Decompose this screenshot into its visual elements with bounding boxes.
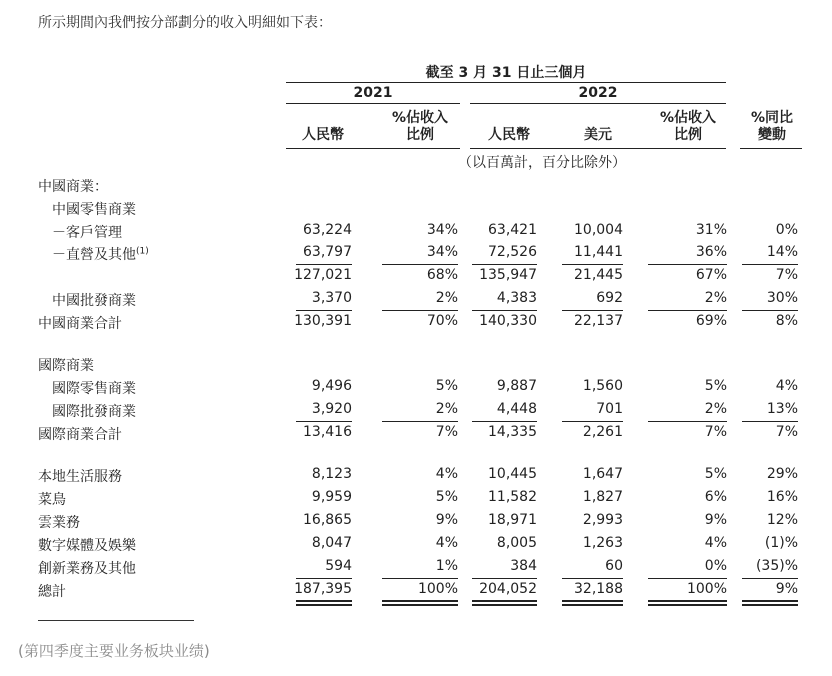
- cell-pct-2021: 100%: [417, 581, 458, 597]
- cell-rmb-2022: 384: [510, 558, 537, 574]
- row-label: 數字媒體及娛樂: [38, 538, 136, 554]
- row-label: 國際商業合計: [38, 427, 122, 443]
- cell-rmb-2021: 8,047: [311, 535, 352, 551]
- total-rule-a: [296, 310, 352, 311]
- col-yoy-header: [742, 110, 802, 144]
- grand-total-rule-a: [296, 578, 352, 579]
- cell-rmb-2022: 4,448: [496, 401, 537, 417]
- cell-rmb-2022: 18,971: [488, 512, 537, 528]
- row-label: 菜鳥: [38, 492, 66, 508]
- double-rule-a-1: [296, 600, 352, 602]
- col-pct-2022-line1: %佔收入: [659, 110, 717, 126]
- col-yoy-line1: %同比: [750, 110, 794, 126]
- section-intl-commerce: 國際商業: [38, 358, 94, 374]
- col-pct-2022-line2: 比例: [674, 127, 702, 143]
- unit-note: （以百萬計，百分比除外）: [458, 155, 626, 171]
- section-china-retail: 中國零售商業: [52, 202, 136, 218]
- cell-yoy: 7%: [775, 424, 798, 440]
- col-yoy-line2: 變動: [758, 127, 786, 143]
- cell-pct-2021: 34%: [426, 222, 458, 238]
- total-rule-e: [648, 310, 727, 311]
- cell-pct-2022: 36%: [695, 244, 727, 260]
- cell-yoy: 30%: [766, 290, 798, 306]
- cell-yoy: (1)%: [764, 535, 798, 551]
- cell-rmb-2021: 594: [325, 558, 352, 574]
- cell-pct-2022: 2%: [704, 401, 727, 417]
- header-rule-2021: [286, 148, 460, 149]
- cell-yoy: 4%: [775, 378, 798, 394]
- col-usd-2022-header: 美元: [584, 127, 612, 143]
- cell-yoy: 7%: [775, 267, 798, 283]
- cell-pct-2022: 67%: [695, 267, 727, 283]
- double-rule-f-2: [742, 604, 798, 606]
- cell-pct-2021: 70%: [426, 313, 458, 329]
- row-label: 創新業務及其他: [38, 561, 136, 577]
- total-rule-f: [742, 310, 798, 311]
- cell-usd-2022: 21,445: [574, 267, 623, 283]
- cell-usd-2022: 11,441: [574, 244, 623, 260]
- row-label: 中國商業合計: [38, 316, 122, 332]
- cell-yoy: 14%: [766, 244, 798, 260]
- cell-pct-2022: 7%: [704, 424, 727, 440]
- row-label: 雲業務: [38, 515, 80, 531]
- cell-rmb-2022: 72,526: [488, 244, 537, 260]
- subtotal-rule-e: [648, 264, 727, 265]
- row-label: 國際批發商業: [52, 404, 136, 420]
- cell-yoy: 16%: [766, 489, 798, 505]
- cell-rmb-2021: 3,370: [311, 290, 352, 306]
- cell-rmb-2022: 10,445: [488, 466, 537, 482]
- section-china-commerce: 中國商業：: [38, 179, 108, 195]
- cell-usd-2022: 32,188: [574, 581, 623, 597]
- subtotal-rule-f: [742, 264, 798, 265]
- intl-total-rule-e: [648, 421, 727, 422]
- grand-total-rule-e: [648, 578, 727, 579]
- cell-pct-2022: 100%: [686, 581, 727, 597]
- year-2021-header: 2021: [353, 85, 393, 101]
- cell-usd-2022: 10,004: [574, 222, 623, 238]
- col-pct-2021-line2: 比例: [406, 127, 434, 143]
- double-rule-f-1: [742, 600, 798, 602]
- image-caption: (第四季度主要业务板块业绩): [18, 642, 210, 660]
- row-label: 總計: [38, 584, 66, 600]
- subtotal-rule-c: [472, 264, 537, 265]
- subtotal-rule-a: [296, 264, 352, 265]
- row-label: 本地生活服務: [38, 469, 122, 485]
- double-rule-e-1: [648, 600, 727, 602]
- double-rule-d-1: [562, 600, 623, 602]
- cell-yoy: 12%: [766, 512, 798, 528]
- cell-rmb-2022: 135,947: [479, 267, 537, 283]
- col-pct-2021-line1: %佔收入: [391, 110, 449, 126]
- cell-usd-2022: 1,647: [582, 466, 623, 482]
- cell-pct-2022: 2%: [704, 290, 727, 306]
- total-rule-d: [562, 310, 623, 311]
- cell-rmb-2021: 9,496: [311, 378, 352, 394]
- col-pct-2022-header: [648, 110, 728, 144]
- cell-rmb-2022: 9,887: [496, 378, 537, 394]
- cell-pct-2022: 31%: [695, 222, 727, 238]
- footnote-separator: [38, 620, 194, 621]
- grand-total-rule-b: [382, 578, 458, 579]
- cell-yoy: 9%: [775, 581, 798, 597]
- grand-total-rule-c: [472, 578, 537, 579]
- cell-rmb-2021: 187,395: [294, 581, 352, 597]
- cell-rmb-2022: 204,052: [479, 581, 537, 597]
- cell-yoy: 29%: [766, 466, 798, 482]
- cell-pct-2021: 7%: [435, 424, 458, 440]
- cell-rmb-2021: 9,959: [311, 489, 352, 505]
- cell-rmb-2022: 63,421: [488, 222, 537, 238]
- cell-rmb-2021: 13,416: [303, 424, 352, 440]
- row-label: [52, 244, 149, 264]
- cell-pct-2022: 9%: [704, 512, 727, 528]
- cell-pct-2022: 4%: [704, 535, 727, 551]
- cell-pct-2021: 68%: [426, 267, 458, 283]
- cell-usd-2022: 701: [596, 401, 623, 417]
- cell-rmb-2021: 127,021: [294, 267, 352, 283]
- cell-rmb-2021: 3,920: [311, 401, 352, 417]
- row-label-text: －直營及其他: [52, 247, 136, 263]
- period-header: 截至 3 月 31 日止三個月: [425, 65, 587, 81]
- cell-rmb-2022: 8,005: [496, 535, 537, 551]
- cell-usd-2022: 2,993: [582, 512, 623, 528]
- cell-pct-2022: 0%: [704, 558, 727, 574]
- double-rule-c-1: [472, 600, 537, 602]
- cell-usd-2022: 692: [596, 290, 623, 306]
- cell-pct-2021: 5%: [435, 378, 458, 394]
- cell-pct-2022: 6%: [704, 489, 727, 505]
- intl-total-rule-b: [382, 421, 458, 422]
- cell-pct-2021: 4%: [435, 535, 458, 551]
- col-rmb-2021-header: 人民幣: [302, 127, 344, 143]
- col-rmb-2022-header: 人民幣: [488, 127, 530, 143]
- cell-usd-2022: 1,827: [582, 489, 623, 505]
- row-label: －客戶管理: [52, 225, 122, 241]
- intl-total-rule-f: [742, 421, 798, 422]
- double-rule-b-2: [382, 604, 458, 606]
- total-rule-c: [472, 310, 537, 311]
- cell-rmb-2022: 4,383: [496, 290, 537, 306]
- cell-rmb-2022: 140,330: [479, 313, 537, 329]
- cell-usd-2022: 2,261: [582, 424, 623, 440]
- cell-yoy: 13%: [766, 401, 798, 417]
- cell-pct-2021: 34%: [426, 244, 458, 260]
- cell-pct-2021: 1%: [435, 558, 458, 574]
- intro-text: 所示期間內我們按分部劃分的收入明細如下表：: [38, 15, 332, 31]
- subtotal-rule-d: [562, 264, 623, 265]
- cell-usd-2022: 22,137: [574, 313, 623, 329]
- cell-rmb-2021: 16,865: [303, 512, 352, 528]
- cell-yoy: (35)%: [755, 558, 798, 574]
- cell-yoy: 8%: [775, 313, 798, 329]
- cell-rmb-2021: 8,123: [311, 466, 352, 482]
- cell-rmb-2022: 11,582: [488, 489, 537, 505]
- cell-rmb-2022: 14,335: [488, 424, 537, 440]
- double-rule-a-2: [296, 604, 352, 606]
- double-rule-b-1: [382, 600, 458, 602]
- cell-pct-2021: 9%: [435, 512, 458, 528]
- header-rule-yoy: [740, 148, 802, 149]
- footnote-marker: (1): [136, 246, 149, 257]
- cell-yoy: 0%: [775, 222, 798, 238]
- cell-rmb-2021: 63,797: [303, 244, 352, 260]
- subtotal-rule-b: [382, 264, 458, 265]
- intl-total-rule-a: [296, 421, 352, 422]
- intl-total-rule-d: [562, 421, 623, 422]
- cell-usd-2022: 1,263: [582, 535, 623, 551]
- cell-pct-2021: 2%: [435, 290, 458, 306]
- cell-pct-2022: 5%: [704, 466, 727, 482]
- row-label: 中國批發商業: [52, 293, 136, 309]
- grand-total-rule-f: [742, 578, 798, 579]
- grand-total-rule-d: [562, 578, 623, 579]
- cell-rmb-2021: 63,224: [303, 222, 352, 238]
- col-pct-2021-header: [380, 110, 460, 144]
- cell-pct-2021: 5%: [435, 489, 458, 505]
- cell-rmb-2021: 130,391: [294, 313, 352, 329]
- cell-pct-2021: 4%: [435, 466, 458, 482]
- year-2022-header: 2022: [578, 85, 618, 101]
- year-2022-underline: [470, 103, 726, 104]
- cell-pct-2021: 2%: [435, 401, 458, 417]
- double-rule-e-2: [648, 604, 727, 606]
- period-underline: [286, 82, 726, 83]
- cell-pct-2022: 5%: [704, 378, 727, 394]
- total-rule-b: [382, 310, 458, 311]
- double-rule-c-2: [472, 604, 537, 606]
- year-2021-underline: [286, 103, 460, 104]
- cell-usd-2022: 60: [605, 558, 623, 574]
- intl-total-rule-c: [472, 421, 537, 422]
- header-rule-2022: [470, 148, 726, 149]
- row-label: 國際零售商業: [52, 381, 136, 397]
- cell-usd-2022: 1,560: [582, 378, 623, 394]
- cell-pct-2022: 69%: [695, 313, 727, 329]
- double-rule-d-2: [562, 604, 623, 606]
